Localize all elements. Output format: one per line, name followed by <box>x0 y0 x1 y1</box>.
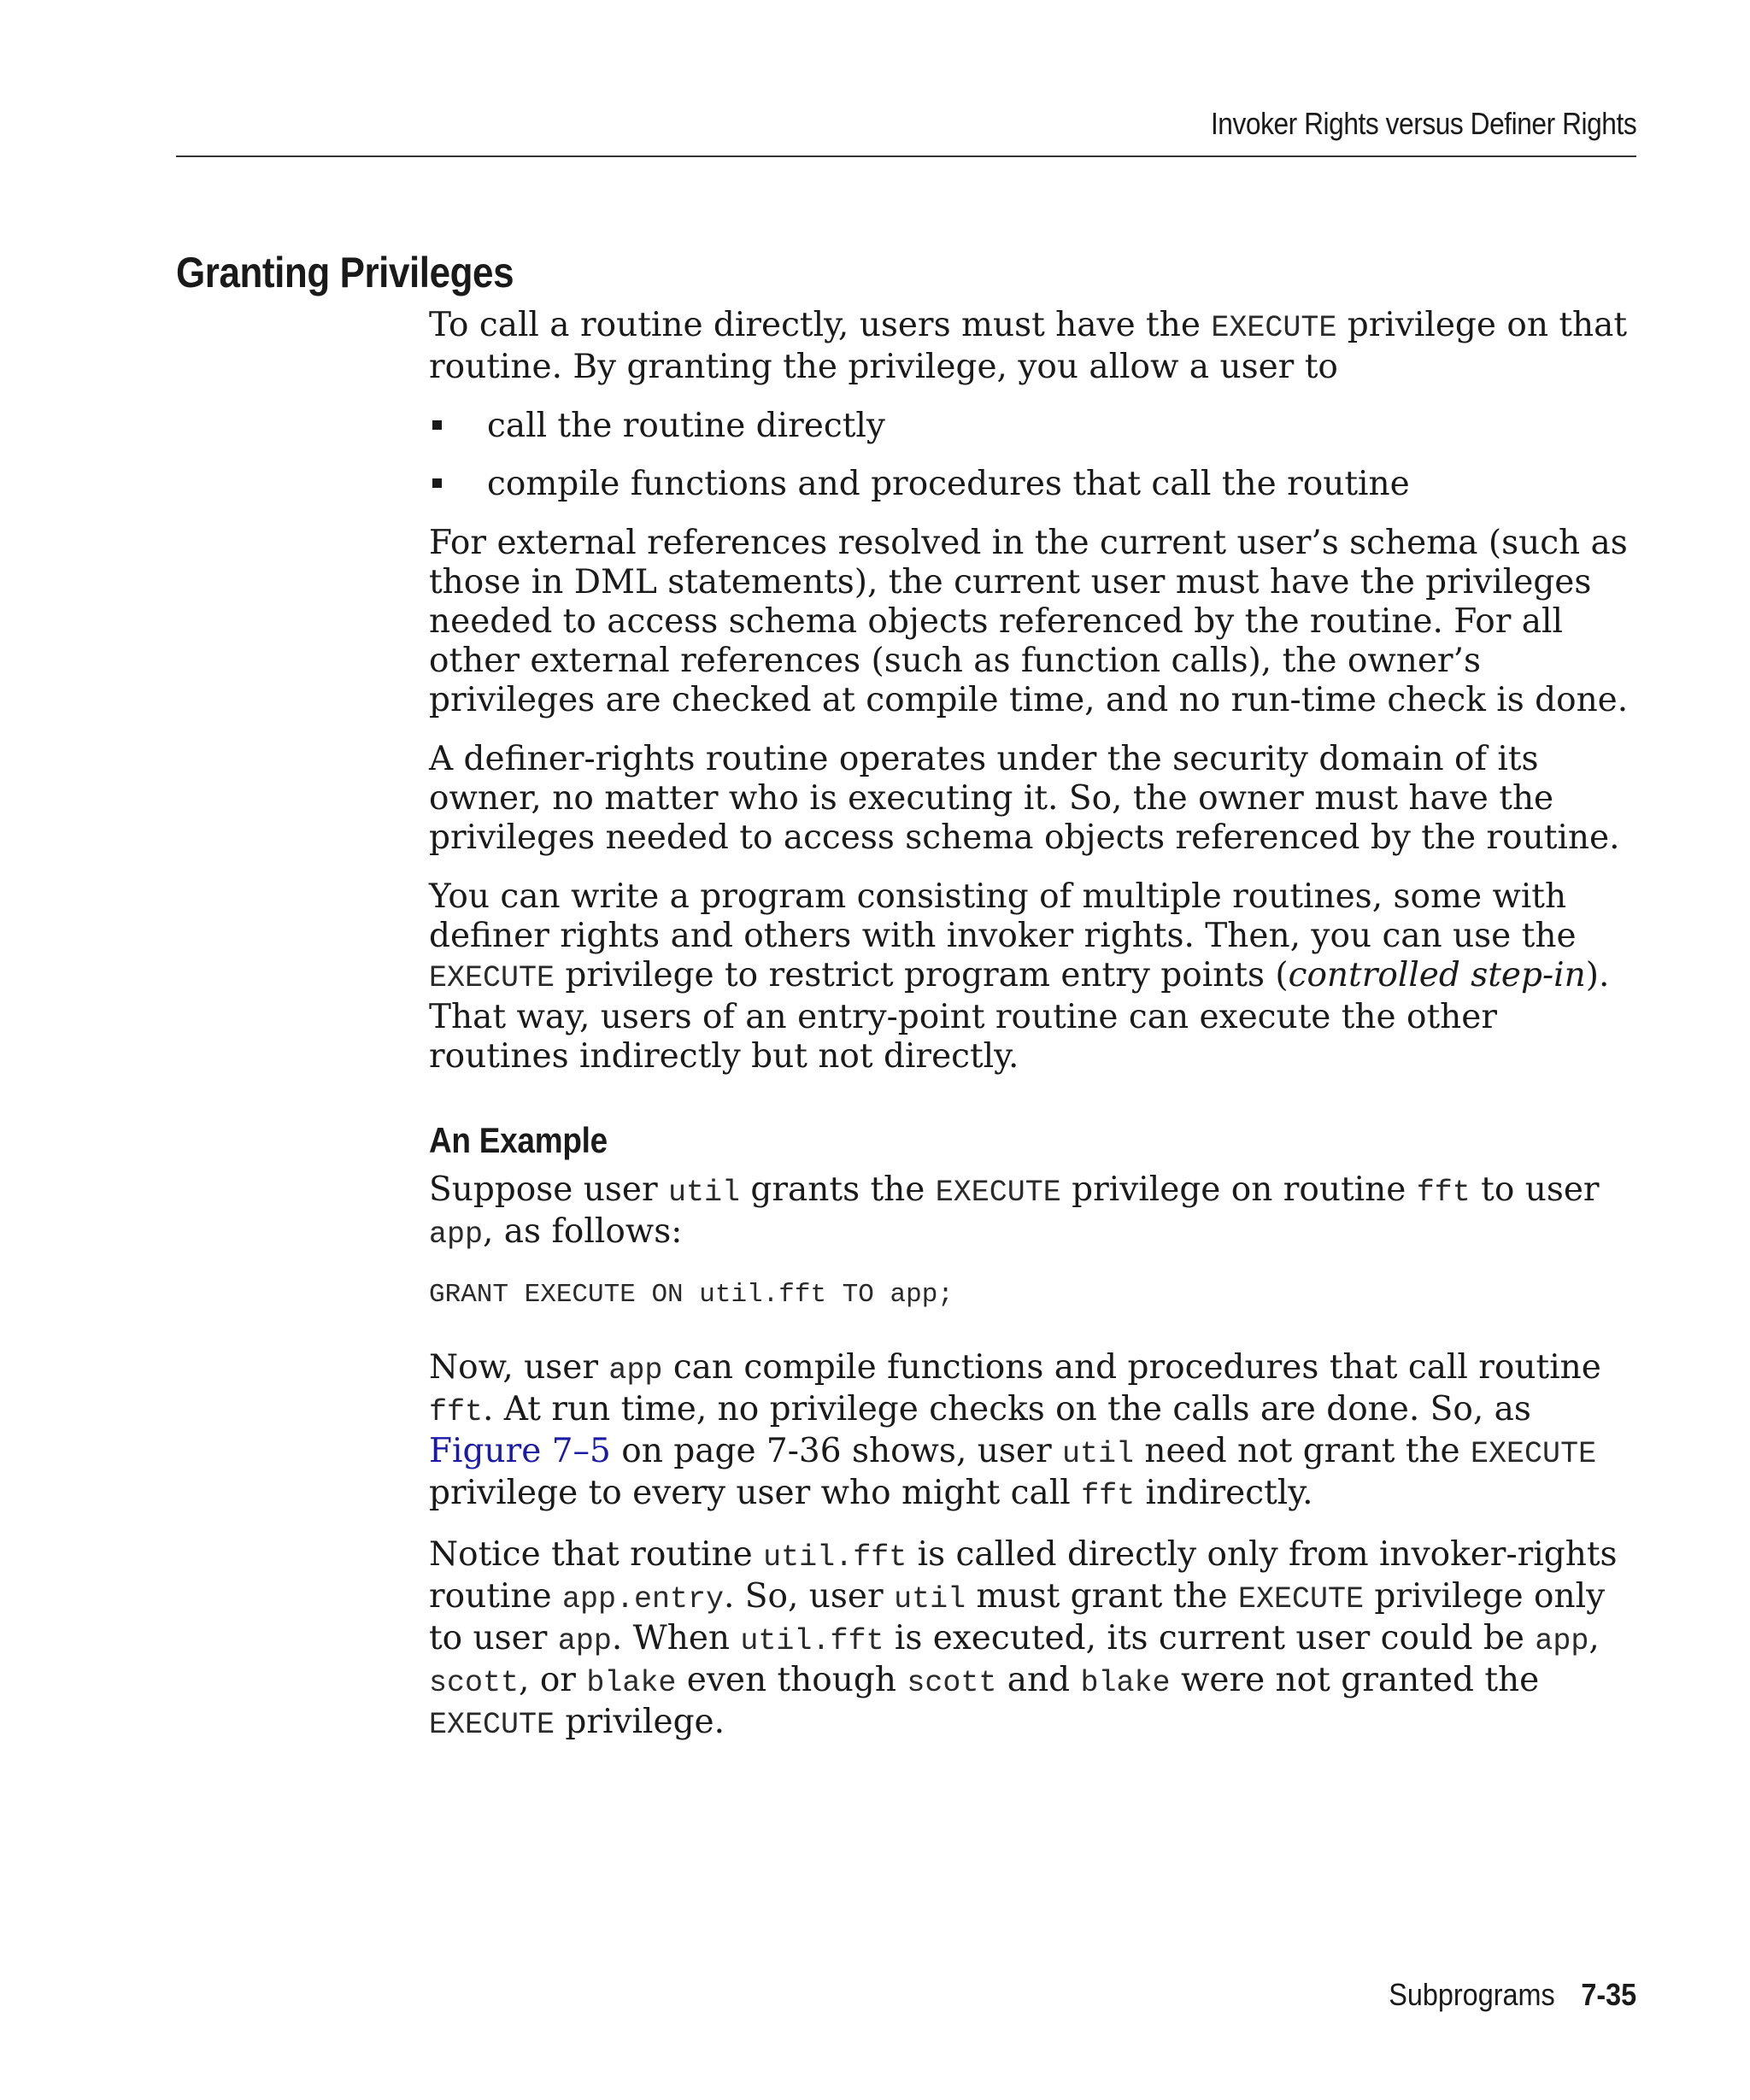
now-paragraph: Now, user app can compile functions and procedures that call routine fft. At run time, no privilege checks on the calls are done. So, as Figure 7–5 on page 7-36 shows, user util need not grant the EXECUTE privilege to every user who might call fft indirectly. <box>429 1348 1601 1513</box>
definer-rights-paragraph: A definer-rights routine operates under the security domain of its owner, no matter who is executing it. So, the owner must have the privileges needed to access schema objects referenced by the routine. <box>429 740 1620 857</box>
body-text <box>429 306 1642 1764</box>
header-rule <box>176 155 1636 157</box>
running-header: Invoker Rights versus Definer Rights <box>1210 106 1636 141</box>
list-item: compile functions and procedures that call the routine <box>429 465 1642 504</box>
chapter-name: Subprograms <box>1389 1977 1555 2012</box>
page-footer <box>1389 1977 1636 2013</box>
code-block: GRANT EXECUTE ON util.fft TO app; <box>429 1280 954 1310</box>
bullet-icon <box>432 478 442 488</box>
section-heading: Granting Privileges <box>176 249 514 296</box>
external-references-paragraph: For external references resolved in the current user’s schema (such as those in DML statements), the current user must have the privileges needed to access schema objects referenced by the routine. For all other external references (such as function calls), the owner’s privileges are checked at compile time, and no run-time check is done. <box>429 524 1629 719</box>
list-item: call the routine directly <box>429 407 1642 446</box>
page-number: 7-35 <box>1581 1977 1636 2012</box>
intro-paragraph: To call a routine directly, users must have the EXECUTE privilege on that routine. By granting the privilege, you allow a user to <box>429 306 1628 386</box>
example-heading: An Example <box>429 1120 608 1160</box>
bullet-icon <box>432 420 442 430</box>
figure-link[interactable]: Figure 7–5 <box>429 1432 611 1470</box>
program-paragraph: You can write a program consisting of multiple routines, some with definer rights and others with invoker rights. Then, you can use the EXECUTE privilege to restrict program entry points (controlled step-in). That way, users of an entry-point routine can execute the other routines indirectly but not directly. <box>429 877 1610 1076</box>
notice-paragraph: Notice that routine util.fft is called directly only from invoker-rights routine app.entry. So, user util must grant the EXECUTE privilege only to user app. When util.fft is executed, its current user could be app, scott, or blake even though scott and blake were not granted the EXECUTE privilege. <box>429 1535 1618 1742</box>
term-controlled-step-in: controlled step-in <box>1288 956 1586 994</box>
code-execute: EXECUTE <box>1211 311 1337 345</box>
privilege-list <box>429 407 1642 504</box>
suppose-paragraph: Suppose user util grants the EXECUTE privilege on routine fft to user app, as follows: <box>429 1170 1600 1252</box>
